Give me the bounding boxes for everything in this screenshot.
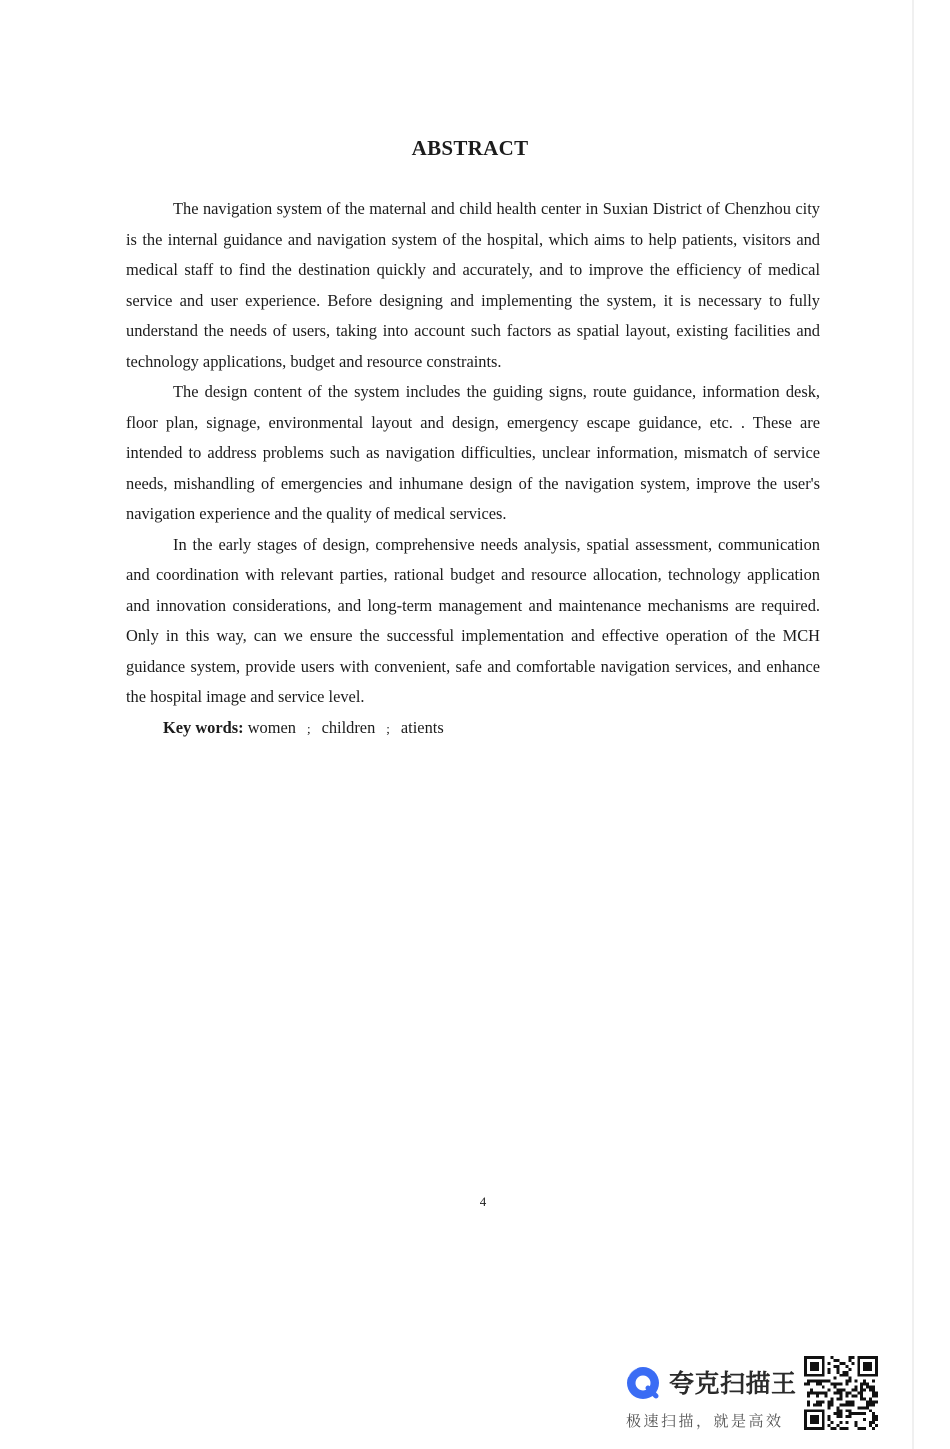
keyword-item: children [321, 717, 376, 737]
quark-logo-icon [625, 1365, 661, 1401]
page-number: 4 [479, 1194, 487, 1209]
brand-name: 夸克扫描王 [669, 1369, 797, 1398]
keyword-item: atients [400, 717, 444, 737]
keywords-label: Key words: [163, 717, 244, 737]
abstract-body [126, 194, 820, 744]
page-edge [912, 0, 914, 1449]
abstract-title: ABSTRACT [411, 136, 529, 160]
keyword-separator: ; [386, 720, 390, 736]
keyword-separator: ; [306, 720, 311, 736]
abstract-paragraph-1: The navigation system of the maternal and child health center in Suxian District of Chenzhou city is the internal guidance and navigation system of the hospital, which aims to help patients, visitors and medical staff to find the destination quickly and accurately, and to improve the efficiency of medical service and user experience. Before designing and implementing the system, it is necessary to fully understand the needs of users, taking into account such factors as spatial layout, existing facilities and technology applications, budget and resource constraints. [126, 199, 820, 371]
qr-code-icon [804, 1356, 878, 1430]
brand-slogan: 极速扫描，就是高效 [626, 1412, 784, 1430]
abstract-paragraph-3: In the early stages of design, comprehensive needs analysis, spatial assessment, communication and coordination with relevant parties, rational budget and resource allocation, technology application and innovation considerations, and long-term management and maintenance mechanisms are required. Only in this way, can we ensure the successful implementation and effective operation of the MCH guidance system, provide users with convenient, safe and comfortable navigation services, and enhance the hospital image and service level. [126, 534, 820, 706]
keywords-line [126, 713, 820, 745]
scanner-watermark [625, 1356, 880, 1434]
keyword-item: women [247, 717, 296, 737]
abstract-paragraph-2: The design content of the system includes the guiding signs, route guidance, information desk, floor plan, signage, environmental layout and design, emergency escape guidance, etc. . These are intended to address problems such as navigation difficulties, unclear information, mismatch of service needs, mishandling of emergencies and inhumane design of the navigation system, improve the user's navigation experience and the quality of medical services. [126, 382, 820, 523]
